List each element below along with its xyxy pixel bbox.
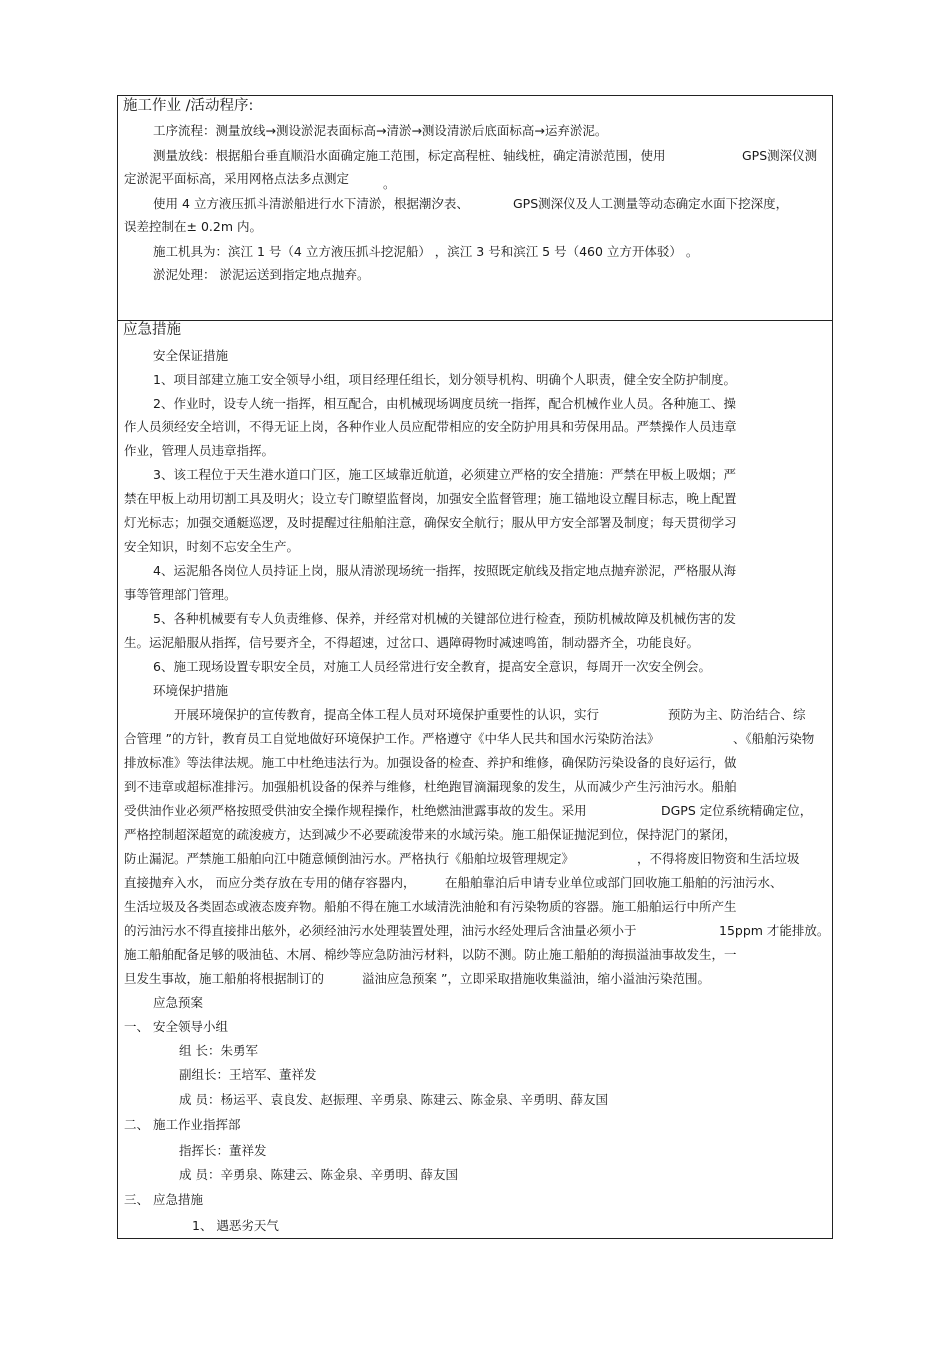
safety-item-2-line-1: 2、作业时，设专人统一指挥，相互配合，由机械现场调度员统一指挥，配合机械作业人员。各种施工、操 (153, 396, 736, 411)
env-line-2b: 、《船舶污染物 (733, 731, 815, 746)
silt-disposal-line: 淤泥处理： 淤泥运送到指定地点抛弃。 (153, 267, 370, 282)
env-line-8b: 在船舶靠泊后申请专业单位或部门回收施工船舶的污油污水、 (445, 875, 783, 890)
env-line-8: 直接抛弃入水， 而应分类存放在专用的储存容器内， (124, 875, 416, 890)
env-line-7: 防止漏泥。严禁施工船舶向江中随意倾倒油污水。严格执行《船舶垃圾管理规定》 (124, 851, 575, 866)
env-line-12: 旦发生事故，施工船舶将根据制订的 (124, 971, 325, 986)
commander-line: 指挥长：董祥发 (179, 1143, 267, 1158)
members-line: 成 员：杨运平、袁良发、赵振理、辛勇泉、陈建云、陈金泉、辛勇明、薛友国 (179, 1092, 608, 1107)
env-line-10b: 15ppm 才能排放。 (719, 923, 830, 938)
bad-weather-item: 1、 遇恶劣天气 (192, 1218, 279, 1233)
emergency-measures-heading: 三、 应急措施 (124, 1192, 203, 1207)
env-line-2: 合管理 ”的方针，教育员工自觉地做好环境保护工作。严格遵守《中华人民共和国水污染防治法》 (124, 731, 660, 746)
safety-item-5-line-2: 生。运泥船服从指挥，信号要齐全，不得超速，过岔口、遇障碍物时减速鸣笛，制动器齐全，功能良好。 (124, 635, 700, 650)
emergency-section-title: 应急措施 (123, 322, 181, 338)
safety-item-2-line-2: 作人员须经安全培训，不得无证上岗，各种作业人员应配带相应的安全防护用具和劳保用品。严禁操作人员违章 (124, 419, 737, 434)
safety-item-5-line-1: 5、各种机械要有专人负责维修、保养，并经常对机械的关键部位进行检查，预防机械故障及机械伤害的发 (153, 611, 736, 626)
survey-line-2b: 。 (383, 176, 396, 191)
leader-line: 组 长：朱勇军 (179, 1043, 258, 1058)
env-line-4: 到不违章或超标准排污。加强船机设备的保养与维修，杜绝跑冒滴漏现象的发生，从而减少产生污油污水。船舶 (124, 779, 737, 794)
command-heading: 二、 施工作业指挥部 (124, 1117, 241, 1132)
procedure-section-title: 施工作业 /活动程序: (123, 98, 254, 114)
safety-item-4-line-1: 4、运泥船各岗位人员持证上岗，服从清淤现场统一指挥，按照既定航线及指定地点抛弃淤泥，严格服从海 (153, 563, 736, 578)
env-line-10: 的污油污水不得直接排出舷外，必须经油污水处理装置处理，油污水经处理后含油量必须小于 (124, 923, 637, 938)
env-line-11: 施工船舶配备足够的吸油毡、木屑、棉纱等应急防油污材料，以防不测。防止施工船舶的海损溢油事故发生，一 (124, 947, 737, 962)
equipment-line: 施工机具为：滨江 1 号（4 立方液压抓斗挖泥船） ，滨江 3 号和滨江 5 号（460 立方开体驳） 。 (153, 244, 699, 259)
survey-line-2: 定淤泥平面标高，采用网格点法多点测定 (124, 171, 350, 186)
survey-line-1: 测量放线：根据船台垂直顺沿水面确定施工范围，标定高程桩、轴线桩，确定清淤范围，使用 (153, 148, 666, 163)
env-line-3: 排放标准》等法律法规。施工中杜绝违法行为。加强设备的检查、养护和维修，确保防污染设备的良好运行，做 (124, 755, 737, 770)
env-line-1b: 预防为主、防治结合、综 (668, 707, 806, 722)
safety-item-1: 1、项目部建立施工安全领导小组，项目经理任组长，划分领导机构、明确个人职责，健全安全防护制度。 (153, 372, 736, 387)
env-line-6: 严格控制超深超宽的疏浚疲方，达到减少不必要疏浚带来的水域污染。施工船保证抛泥到位，保持泥门的紧闭， (124, 827, 737, 842)
dredging-line-2: 误差控制在± 0.2m 内。 (124, 219, 262, 234)
env-line-5b: DGPS 定位系统精确定位， (661, 803, 813, 818)
safety-item-4-line-2: 事等管理部门管理。 (124, 587, 237, 602)
safety-item-3-line-2: 禁在甲板上动用切割工具及明火；设立专门瞭望监督岗，加强安全监督管理；施工锚地设立醒目标志，晚上配置 (124, 491, 737, 506)
survey-line-1b: GPS测深仪测 (742, 148, 818, 163)
deputy-leader-line: 副组长：王培军、董祥发 (179, 1067, 317, 1082)
safety-item-2-line-3: 作业，管理人员违章指挥。 (124, 443, 275, 458)
env-line-12b: 溢油应急预案 ”，立即采取措施收集溢油，缩小溢油污染范围。 (362, 971, 710, 986)
safety-item-6: 6、施工现场设置专职安全员，对施工人员经常进行安全教育，提高安全意识，每周开一次安全例会。 (153, 659, 711, 674)
safety-item-3-line-3: 灯光标志；加强交通艇巡逻，及时提醒过往船舶注意，确保安全航行；服从甲方安全部署及制度；每天贯彻学习 (124, 515, 737, 530)
safety-heading: 安全保证措施 (153, 348, 229, 363)
env-line-7b: ，不得将废旧物资和生活垃圾 (637, 851, 800, 866)
safety-leadership-heading: 一、 安全领导小组 (124, 1019, 228, 1034)
env-line-5: 受供油作业必须严格按照受供油安全操作规程操作，杜绝燃油泄露事故的发生。采用 (124, 803, 587, 818)
dredging-line-1: 使用 4 立方液压抓斗清淤船进行水下清淤，根据潮汐表、 (153, 196, 469, 211)
env-line-9: 生活垃圾及各类固态或液态废弃物。船舶不得在施工水域清洗油舱和有污染物质的容器。施工船舶运行中所产生 (124, 899, 737, 914)
command-members-line: 成 员：辛勇泉、陈建云、陈金泉、辛勇明、薛友国 (179, 1167, 458, 1182)
safety-item-3-line-4: 安全知识，时刻不忘安全生产。 (124, 539, 300, 554)
dredging-line-1b: GPS测深仪及人工测量等动态确定水面下挖深度， (513, 196, 789, 211)
emergency-plan-heading: 应急预案 (153, 995, 204, 1010)
process-flow-line: 工序流程：测量放线→测设淤泥表面标高→清淤→测设清淤后底面标高→运弃淤泥。 (153, 123, 608, 138)
env-line-1: 开展环境保护的宣传教育，提高全体工程人员对环境保护重要性的认识，实行 (174, 707, 600, 722)
environment-heading: 环境保护措施 (153, 683, 229, 698)
safety-item-3-line-1: 3、该工程位于天生港水道口门区，施工区域靠近航道，必须建立严格的安全措施：严禁在甲板上吸烟；严 (153, 467, 736, 482)
